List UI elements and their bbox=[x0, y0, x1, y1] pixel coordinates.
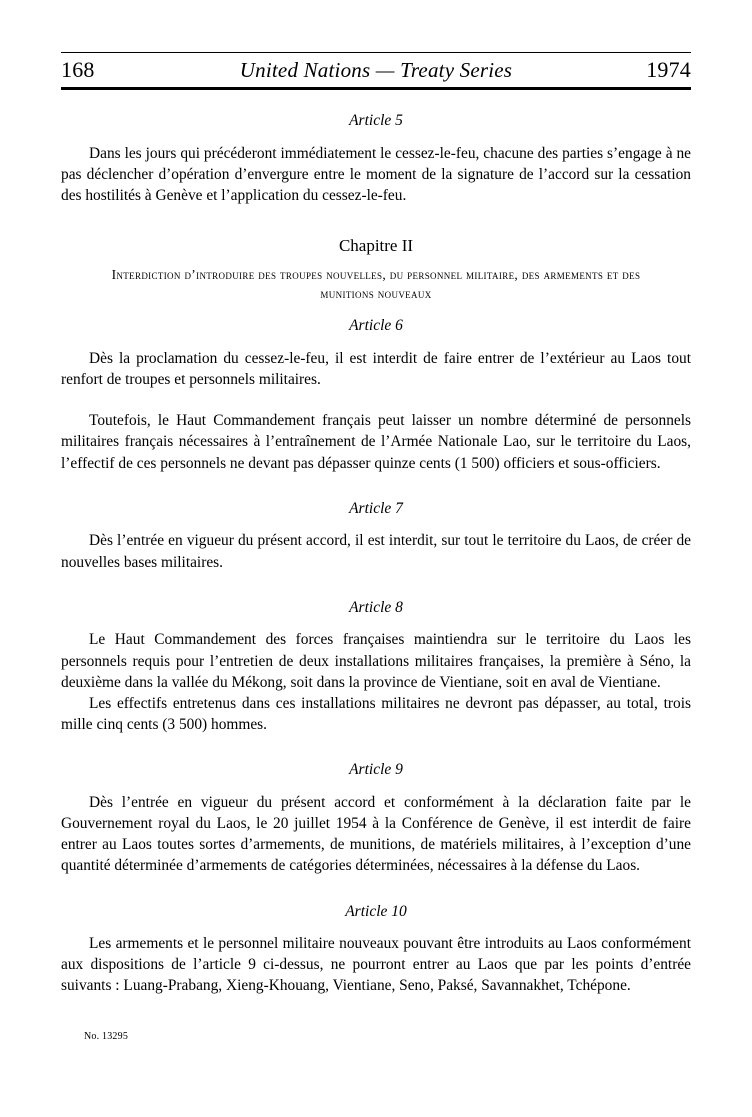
heading-article-9: Article 9 bbox=[349, 761, 403, 779]
treaty-number-footnote: No. 13295 bbox=[84, 1031, 129, 1042]
publication-title: United Nations — Treaty Series bbox=[239, 57, 513, 82]
subtitle-chapitre-2: Interdiction d’introduire des troupes nouvelles, du personnel militaire, des armements et des munitions nouveaux bbox=[111, 266, 641, 301]
paragraph-article-6-1: Dès la proclamation du cessez-le-feu, il est interdit de faire entrer de l’extérieur au Laos tout renfort de troupes et personnels militaires. bbox=[61, 349, 691, 389]
document-body bbox=[61, 112, 691, 997]
running-head bbox=[61, 52, 691, 90]
heading-article-6: Article 6 bbox=[349, 317, 403, 335]
publication-year: 1974 bbox=[646, 57, 691, 82]
heading-article-8: Article 8 bbox=[349, 598, 403, 616]
paragraph-article-9: Dès l’entrée en vigueur du présent accord et conformément à la déclaration faite par le Gouvernement royal du Laos, le 20 juillet 1954 à la Conférence de Genève, il est interdit de faire entrer au Laos toutes sortes d’armements, de munitions, de matériels militaires, à l’exception d’une quantité déterminée d’armements de catégories déterminées, nécessaires à la défense du Laos. bbox=[61, 793, 691, 875]
paragraph-article-6-2: Toutefois, le Haut Commandement français peut laisser un nombre déterminé de personnels militaires français nécessaires à l’entraînement de l’Armée Nationale Lao, sur le territoire du Laos, l’effectif de ces personnels ne devant pas dépasser quinze cents (1 500) officiers et sous-officiers. bbox=[61, 412, 691, 472]
page-number: 168 bbox=[61, 57, 95, 82]
heading-chapitre-2: Chapitre II bbox=[338, 236, 414, 256]
paragraph-article-8-1: Le Haut Commandement des forces françaises maintiendra sur le territoire du Laos les personnels requis pour l’entretien de deux installations militaires françaises, la première à Séno, la deuxième dans la vallée du Mékong, soit dans la province de Vientiane, soit en aval de Vientiane. bbox=[61, 631, 691, 691]
header-row bbox=[61, 53, 691, 87]
paragraph-article-5: Dans les jours qui précéderont immédiatement le cessez-le-feu, chacune des parties s’engage à ne pas déclencher d’opération d’envergure entre le moment de la signature de l’accord sur la cessation des hostilités à Genève et l’application du cessez-le-feu. bbox=[61, 144, 691, 204]
heading-article-5: Article 5 bbox=[349, 112, 403, 129]
heading-article-7: Article 7 bbox=[349, 499, 403, 517]
paragraph-article-10: Les armements et le personnel militaire nouveaux pouvant être introduits au Laos conformément aux dispositions de l’article 9 ci-dessus, ne pourront entrer au Laos que par les points d’entrée suivants : Luang-Prabang, Xieng-Khouang, Vientiane, Seno, Paksé, Savannakhet, Tchépone. bbox=[61, 935, 691, 995]
heading-article-10: Article 10 bbox=[345, 902, 407, 920]
paragraph-article-7: Dès l’entrée en vigueur du présent accord, il est interdit, sur tout le territoire du Laos, de créer de nouvelles bases militaires. bbox=[61, 532, 691, 571]
header-rule-bottom bbox=[61, 87, 691, 90]
paragraph-article-8-2: Les effectifs entretenus dans ces installations militaires ne devront pas dépasser, au total, trois mille cinq cents (3 500) hommes. bbox=[61, 694, 691, 734]
